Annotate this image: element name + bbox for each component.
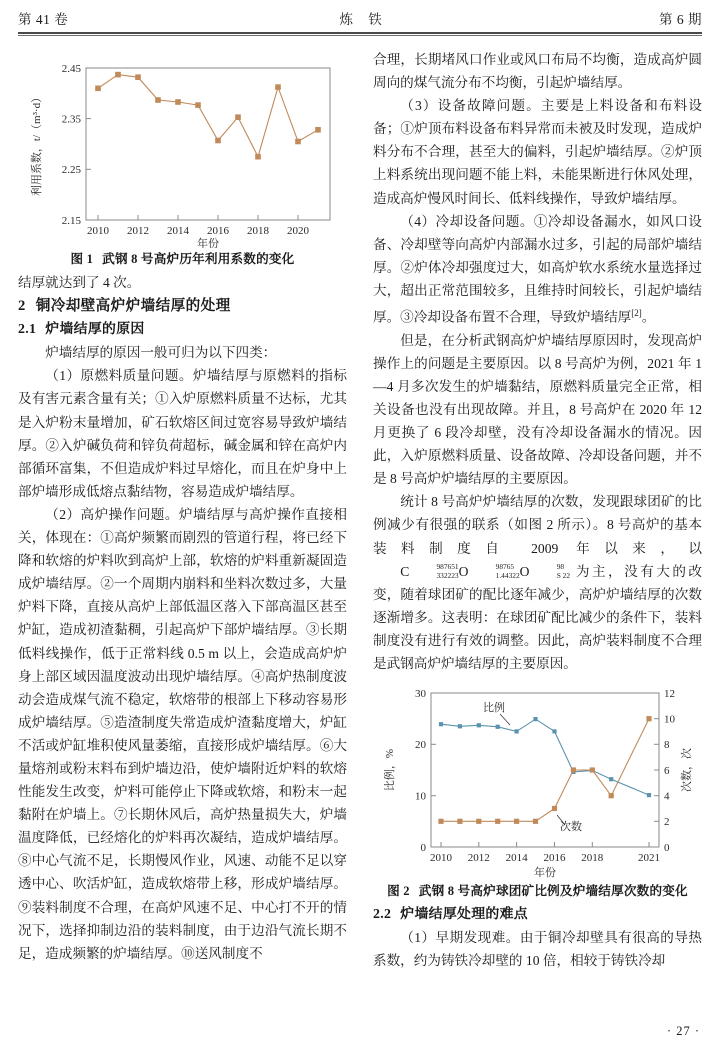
- svg-text:2018: 2018: [581, 852, 604, 865]
- heading-section-2-2: [373, 903, 702, 926]
- heading-section-2-2-text: 炉墙结厚处理的难点: [400, 907, 528, 923]
- paragraph-cause-4-text: （4）冷却设备问题。①冷却设备漏水，如风口设备、冷却壁等向高炉内部漏水过多，引起的局部炉墙结厚。②炉体冷却强度过大，如高炉软水系统水量选择过大，超出正常范围较多，且维持时间较长，引起炉墙结厚。③冷却设备布置不合理，导致炉墙结厚: [373, 213, 702, 325]
- formula-c-indices: [409, 564, 458, 580]
- heading-section-2-1: [18, 318, 347, 341]
- svg-text:2016: 2016: [207, 225, 229, 237]
- figure-1: [18, 48, 347, 248]
- svg-text:0: 0: [664, 841, 670, 854]
- svg-text:2.35: 2.35: [61, 113, 81, 126]
- svg-text:2.25: 2.25: [61, 164, 81, 177]
- figure-1-caption: [18, 249, 347, 269]
- svg-text:2016: 2016: [543, 852, 566, 865]
- figure-2-annotation-count: 次数: [560, 821, 582, 834]
- figure-1-caption-label: 图 1: [70, 252, 94, 266]
- figure-2-caption-text: 武钢 8 号高炉球团矿比例及炉墙结厚次数的变化: [418, 884, 688, 899]
- paragraph-cause-2-cont: 合理，长期堵风口作业或风口布局不均衡，造成高炉圆周向的煤气流分布不均衡，引起炉墙结厚。: [373, 52, 702, 91]
- svg-text:2021: 2021: [638, 852, 660, 865]
- svg-text:2010: 2010: [430, 852, 452, 865]
- formula-o2-base: O: [519, 563, 530, 579]
- svg-text:2012: 2012: [467, 852, 490, 865]
- formula-o2-subscript: S 22: [556, 571, 571, 581]
- paragraph-continuation: 结厚就达到了 4 次。: [18, 275, 141, 290]
- figure-1-series: [95, 72, 321, 160]
- paragraph-analysis: 但是，在分析武钢高炉炉墙结厚原因时，发现高炉操作上的问题是主要原因。以 8 号高炉为例，2021 年 1—4 月多次发生的炉墙黏结，原燃料质量完全正常，相关设备也没有出现故障。并且，8 号高炉在 2020 年 12 月更换了 6 段冷却壁，没有冷却设备漏水的情况。因此，入炉原燃料质量、设备故障、冷却设备问题，并不是 8 号高炉炉墙结厚的主要原因。: [373, 332, 702, 487]
- figure-2-series-count: [438, 716, 651, 833]
- formula-c-superscript: 987651: [436, 562, 459, 572]
- charging-formula: [373, 560, 570, 583]
- svg-text:10: 10: [664, 713, 675, 726]
- figure-2-ylabel-left: 比例，%: [384, 748, 396, 792]
- figure-2: [373, 675, 702, 880]
- svg-text:2.45: 2.45: [61, 62, 81, 75]
- running-head: [18, 8, 702, 28]
- citation-ref-2: [2]: [631, 308, 642, 319]
- svg-text:4: 4: [664, 790, 670, 803]
- formula-c-base: C: [400, 563, 410, 579]
- left-column: [18, 48, 347, 1033]
- paragraph-cause-3: （3）设备故障问题。主要是上料设备和布料设备；①炉顶布料设备布料异常而未被及时发现，造成炉料分布不合理，甚至大的偏料，引起炉墙结厚。②炉顶上料系统出现问题不能上料，未能果断进行休风处理，造成高炉慢风时间长、低料线操作，导致炉墙结厚。: [373, 98, 702, 206]
- formula-o1-indices: [468, 564, 519, 580]
- formula-o2-superscript: 98: [556, 562, 565, 572]
- heading-section-2-1-text: 炉墙结厚的原因: [45, 322, 145, 338]
- svg-text:2014: 2014: [505, 852, 528, 865]
- figure-2-plot: [373, 675, 702, 880]
- svg-text:30: 30: [415, 687, 426, 700]
- heading-section-2-text: 铜冷却壁高炉炉墙结厚的处理: [35, 298, 231, 315]
- right-column: [373, 48, 702, 1033]
- figure-2-xlabel: 年份: [534, 867, 556, 880]
- svg-text:8: 8: [664, 739, 670, 752]
- running-head-volume: 第 41 卷: [18, 12, 69, 27]
- paragraph-cause-1: （1）原燃料质量问题。炉墙结厚与原燃料的指标及有害元素含量有关；①入炉原燃料质量不达标，尤其是入炉粉末量增加，矿石软熔区间过宽容易导致炉墙结厚。②入炉碱负荷和锌负荷超标，碱金属和锌在高炉内部循环富集，不但造成炉料过早熔化，而且在炉身中上部炉墙形成低熔点黏结物，容易造成炉墙结厚。: [18, 368, 347, 499]
- paragraph-statistics: [373, 490, 702, 675]
- figure-2-series-ratio: [439, 700, 651, 797]
- heading-section-2-number: 2: [18, 298, 26, 315]
- figure-1-ylabel: 利用系数，t/（m³·d）: [31, 91, 43, 197]
- two-column-body: [18, 48, 702, 1033]
- paragraph-causes-intro: 炉墙结厚的原因一般可归为以下四类：: [45, 345, 277, 361]
- svg-text:2010: 2010: [87, 225, 109, 237]
- figure-2-annotation-ratio: 比例: [483, 702, 505, 715]
- paragraph-cause-4-tail: 。: [641, 309, 656, 325]
- paragraph-difficulty-1: （1）早期发现难。由于铜冷却壁具有很高的导热系数，约为铸铁冷却壁的 10 倍，相较于铸铁冷却: [373, 930, 702, 969]
- svg-text:2020: 2020: [287, 225, 309, 237]
- svg-text:20: 20: [415, 739, 426, 752]
- figure-2-ylabel-right: 次数，次: [681, 748, 693, 793]
- paragraph-cause-2: （2）高炉操作问题。炉墙结厚与高炉操作直接相关，体现在：①高炉频繁而剧烈的管道行程，将已经下降和软熔的炉料吹到高炉上部，软熔的炉料重新凝固造成炉墙结厚。②一个周期内崩料和坐料次数过多，大量炉料下降，直接从高炉上部低温区落入下部高温区甚至炉缸，造成初渣黏稠，引起高炉下部炉墙结厚。③长期低料线操作，低于正常料线 0.5 m 以上，会造成高炉炉身上部区域因温度波动出现炉墙结厚。④高炉热制度波动会造成煤气流不稳定，软熔带的根部上下移动容易形成炉墙结厚。⑤造渣制度失常造成炉渣黏度增大，炉缸不活或炉缸堆积使风量萎缩，直接形成炉墙结厚。⑥大量熔剂或粉末料布到炉墙边沿，使炉墙附近炉料的软熔性能发生改变，炉料可能停止下降或软熔，和粉末一起黏附在炉墙上。⑦长期休风后，高炉热量损失大，炉墙温度降低，已经熔化的炉料再次凝结，造成炉墙结厚。⑧中心气流不足，长期慢风作业，风速、动能不足以穿透中心、吹活炉缸，造成软熔带上移，形成炉墙结厚。⑨装料制度不合理，在高炉风速不足、中心打不开的情况下，选择抑制边沿的装料制度，由于边沿气流长期不足，造成频繁的炉墙结厚。⑩送风制度不: [18, 506, 347, 961]
- page-number: · 27 ·: [666, 1024, 700, 1038]
- header-divider: [18, 32, 702, 36]
- formula-c-subscript: 332223: [436, 571, 459, 581]
- svg-text:12: 12: [664, 687, 675, 700]
- formula-o1-superscript: 98765: [495, 562, 515, 572]
- heading-section-2-1-number: 2.1: [18, 322, 37, 338]
- figure-1-xlabel: 年份: [197, 238, 219, 248]
- paragraph-cause-4: [373, 210, 702, 329]
- svg-text:2012: 2012: [127, 225, 149, 237]
- formula-o1-subscript: 1.44322: [495, 571, 520, 581]
- figure-2-caption: [373, 881, 702, 901]
- svg-text:2.15: 2.15: [61, 214, 81, 227]
- svg-text:2: 2: [664, 816, 670, 829]
- paragraph-statistics-part2: 为主，没有大的改变，随着球团矿的配比逐年减少，高炉炉墙结厚的次数逐渐增多。这表明：在球团矿配比减少的条件下，装料制度没有进行有效的调整。因此，高炉装料制度不合理是武钢高炉炉墙结厚的主要原因。: [373, 563, 702, 671]
- formula-o1-base: O: [458, 563, 469, 579]
- svg-text:6: 6: [664, 764, 670, 777]
- paragraph-statistics-part1: 统计 8 号高炉炉墙结厚的次数，发现跟球团矿的比例减少有很强的联系（如图 2 所示）。8 号高炉的基本装料制度自 2009 年以来，以: [373, 494, 702, 556]
- figure-1-caption-text: 武钢 8 号高炉历年利用系数的变化: [102, 252, 295, 266]
- svg-text:2014: 2014: [167, 225, 189, 237]
- svg-text:10: 10: [415, 790, 426, 803]
- running-head-journal: 炼 铁: [339, 12, 388, 27]
- running-head-issue: 第 6 期: [659, 12, 702, 27]
- formula-o2-indices: [530, 564, 571, 580]
- heading-section-2: [18, 295, 347, 318]
- svg-text:0: 0: [420, 841, 426, 854]
- heading-section-2-2-number: 2.2: [373, 907, 392, 923]
- figure-1-plot: [18, 48, 347, 248]
- figure-2-caption-label: 图 2: [387, 884, 410, 899]
- svg-text:2018: 2018: [247, 225, 269, 237]
